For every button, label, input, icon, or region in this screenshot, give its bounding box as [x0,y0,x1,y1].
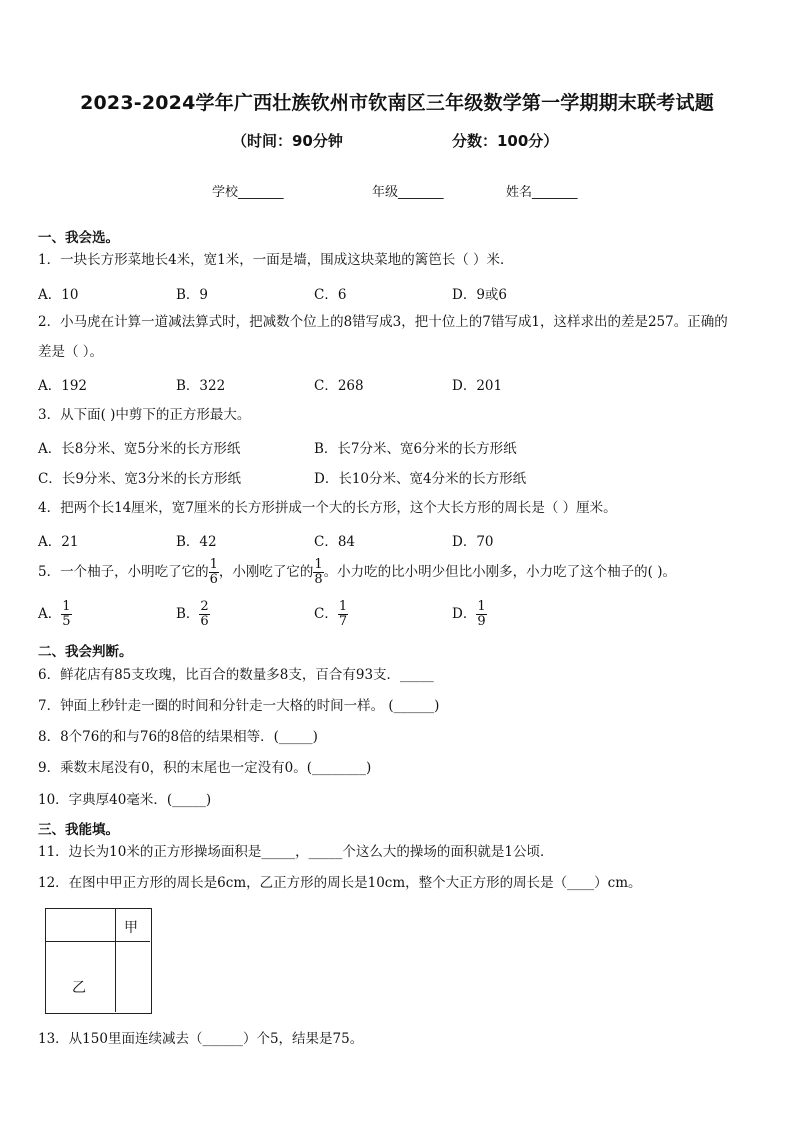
q5-text-1: 5．一个柚子，小明吃了它的 [38,564,209,580]
question-12: 12．在图中甲正方形的周长是6cm，乙正方形的周长是10cm，整个大正方形的周长是（____）cm。 [38,875,642,891]
q5-option-d[interactable]: D． $\frac{1}{9}$ [452,599,486,629]
question-3: 3．从下面( )中剪下的正方形最大。 [38,407,251,423]
q3-option-c[interactable]: C．长9分米、宽3分米的长方形纸 [38,471,242,487]
q5-option-b[interactable]: B． $\frac{2}{6}$ [176,599,209,629]
name-field[interactable]: 姓名_______ [506,185,578,200]
q4-option-d[interactable]: D．70 [452,534,494,550]
q2-option-c[interactable]: C．268 [314,378,364,394]
q2-option-a[interactable]: A．192 [38,378,88,394]
question-4: 4．把两个长14厘米，宽7厘米的长方形拼成一个大的长方形，这个大长方形的周长是（ ）厘米。 [38,500,617,516]
section-heading-3: 三、我能填。 [38,822,119,838]
question-8: 8．8个76的和与76的8倍的结果相等．(_____) [38,729,318,745]
question-1: 1．一块长方形菜地长4米，宽1米，一面是墙，围成这块菜地的篱笆长（ ）米． [38,252,514,268]
q3-option-b[interactable]: B．长7分米、宽6分米的长方形纸 [314,441,517,457]
q4-option-a[interactable]: A．21 [38,534,79,550]
q4-option-c[interactable]: C．84 [314,534,356,550]
q2-option-b[interactable]: B．322 [176,378,226,394]
q5-option-a[interactable]: A． $\frac{1}{5}$ [38,599,71,629]
page-title: 2023-2024学年广西壮族钦州市钦南区三年级数学第一学期期末联考试题 [80,92,714,114]
q5-text-2: ，小刚吃了它的 [218,564,314,580]
q5-fraction-2: $\frac{1}{8}$ [314,557,323,587]
label-yi: 乙 [72,980,86,996]
q3-option-a[interactable]: A．长8分米、宽5分米的长方形纸 [38,441,241,457]
q1-option-d[interactable]: D．9或6 [452,287,508,303]
q4-option-b[interactable]: B．42 [176,534,217,550]
q1-option-a[interactable]: A．10 [38,287,79,303]
label-jia: 甲 [124,920,138,936]
section-heading-1: 一、我会选。 [38,230,119,246]
q5-fraction-1: $\frac{1}{6}$ [209,557,218,587]
question-7: 7．钟面上秒针走一圈的时间和分针走一大格的时间一样。 (______) [38,698,440,714]
school-field[interactable]: 学校_______ [212,185,284,200]
exam-time: （时间：90分钟 [232,132,343,150]
figure-vertical-line [115,909,116,1012]
question-13: 13．从150里面连续减去（______）个5，结果是75。 [38,1031,364,1047]
q5-text-3: 。小力吃的比小明少但比小刚多，小力吃了这个柚子的( )。 [323,564,676,580]
q3-option-d[interactable]: D．长10分米、宽4分米的长方形纸 [314,471,527,487]
question-9: 9．乘数末尾没有0，积的末尾也一定没有0。(________) [38,760,372,776]
question-6: 6．鲜花店有85支玫瑰，比百合的数量多8支，百合有93支．_____ [38,667,434,683]
question-2-line-2: 差是（ ）。 [38,344,104,360]
figure-horizontal-line [46,941,150,942]
section-heading-2: 二、我会判断。 [38,644,133,660]
exam-score: 分数：100分） [452,132,559,150]
q1-option-b[interactable]: B．9 [176,287,209,303]
q2-option-d[interactable]: D．201 [452,378,503,394]
question-11: 11．边长为10米的正方形操场面积是_____，_____个这么大的操场的面积就是1公顷． [38,844,554,860]
question-10: 10．字典厚40毫米．(_____) [38,792,212,808]
question-2-line-1: 2．小马虎在计算一道减法算式时，把减数个位上的8错写成3，把十位上的7错写成1，这样求出的差是257。正确的 [38,314,728,330]
squares-figure [45,908,152,1014]
q1-option-c[interactable]: C．6 [314,287,347,303]
q5-option-c[interactable]: C． $\frac{1}{7}$ [314,599,348,629]
grade-field[interactable]: 年级_______ [372,185,444,200]
question-5 [38,558,676,587]
